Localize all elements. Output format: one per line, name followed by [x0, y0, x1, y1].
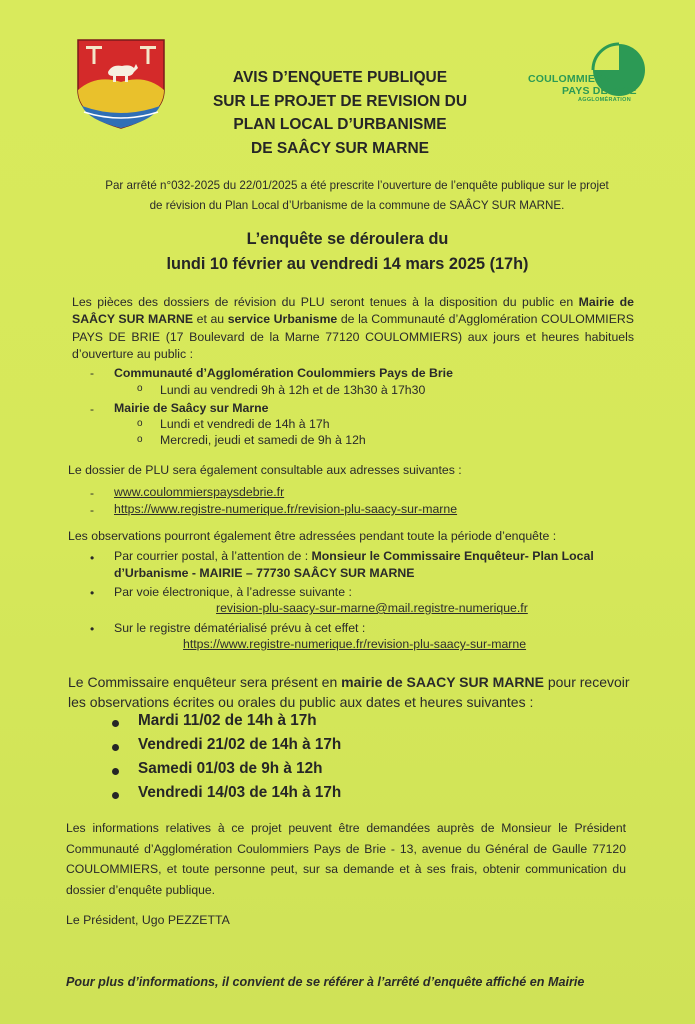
period-line: lundi 10 février au vendredi 14 mars 2025 (17h) — [166, 255, 529, 273]
commissioner-line: les observations écrites ou orales du public aux dates et heures suivantes : — [68, 694, 534, 710]
consultation-text: de la Communauté d’Agglomération COULOMMIERS PAYS DE BRIE (17 Boulevard de la Marne 77120 COULOMMIERS) aux jours et heures habituels d’ouverture au public : — [72, 312, 634, 361]
logo-text-line2: PAYS DE BRIE — [562, 85, 637, 97]
permanence-date: Vendredi 21/02 de 14h à 17h — [138, 736, 342, 753]
title-line: SUR LE PROJET DE REVISION DU — [212, 92, 468, 110]
commissioner-paragraph — [68, 672, 638, 712]
email-item: Par voie électronique, à l’adresse suivante : — [114, 585, 352, 599]
dash-bullet: - — [90, 366, 94, 380]
commissioner-text: Le Commissaire enquêteur sera présent en — [68, 674, 342, 690]
consultation-mairie: Mairie de SAÂCY SUR MARNE — [72, 295, 634, 327]
signature: Le Président, Ugo PEZZETTA — [66, 913, 230, 927]
logo-text-line1: COULOMMIERS — [528, 73, 611, 85]
intro-line: de révision du Plan Local d’Urbanisme de la commune de SAÂCY SUR MARNE. — [149, 199, 565, 212]
info-paragraph: Les informations relatives à ce projet peuvent être demandées auprès de Monsieur le Président Communauté d’Agglomération Coulommiers Pays de Brie - 13, avenue du Général de Gaulle 77120 COULOMMIERS, et toute personne peut, sur sa demande et à ses frais, obtenir communication du dossier d’enquête publique. — [66, 821, 626, 897]
online-paragraph: Le dossier de PLU sera également consultable aux adresses suivantes : — [68, 463, 462, 477]
circle-bullet: o — [137, 434, 143, 445]
intro-line: Par arrêté n°032-2025 du 22/01/2025 a été prescrite l’ouverture de l’enquête publique sur le projet — [105, 179, 609, 192]
date-bullet — [112, 768, 119, 775]
postal-item — [114, 548, 594, 565]
consultation-service: service Urbanisme — [227, 312, 338, 327]
coat-of-arms-logo — [76, 38, 166, 130]
dash-bullet: - — [90, 402, 94, 416]
date-bullet — [112, 744, 119, 751]
digital-registry-link[interactable]: https://www.registre-numerique.fr/revision-plu-saacy-sur-marne — [183, 637, 527, 651]
consultation-text: et au — [193, 312, 228, 327]
notice-title — [190, 66, 490, 160]
date-bullet — [112, 792, 119, 799]
permanence-date: Samedi 01/03 de 9h à 12h — [138, 760, 323, 777]
circle-bullet: o — [137, 383, 143, 394]
bullet-dot: • — [90, 622, 95, 636]
consultation-text: Les pièces des dossiers de révision du PLU seront tenues à la disposition du public en — [72, 295, 579, 309]
logo-text-line3: AGGLOMÉRATION — [578, 97, 631, 103]
period-line: L’enquête se déroulera du — [246, 230, 449, 248]
registry-link[interactable]: https://www.registre-numerique.fr/revision-plu-saacy-sur-marne — [114, 502, 458, 516]
website-link[interactable]: www.coulommierspaysdebrie.fr — [114, 485, 285, 499]
circle-bullet: o — [137, 418, 143, 429]
postal-recipient: Monsieur le Commissaire Enquêteur- Plan Local — [311, 549, 594, 563]
place-mairie: Mairie de Saâcy sur Marne — [114, 401, 269, 415]
consultation-paragraph — [72, 294, 634, 363]
permanence-date: Mardi 11/02 de 14h à 17h — [138, 712, 317, 729]
email-link[interactable]: revision-plu-saacy-sur-marne@mail.registre-numerique.fr — [216, 601, 528, 615]
dash-bullet: - — [90, 486, 94, 500]
footer-note: Pour plus d’informations, il convient de se référer à l’arrêté d’enquête affiché en Mairie — [66, 975, 585, 989]
title-line: AVIS D’ENQUETE PUBLIQUE — [232, 69, 448, 86]
digital-registry-item: Sur le registre dématérialisé prévu à cet effet : — [114, 621, 366, 635]
hours-line: Lundi au vendredi 9h à 12h et de 13h30 à 17h30 — [160, 383, 426, 397]
coulommiers-agglomeration-logo — [526, 42, 651, 104]
place-agglomeration: Communauté d’Agglomération Coulommiers Pays de Brie — [114, 366, 453, 380]
bullet-dot: • — [90, 586, 95, 600]
intro-paragraph — [72, 176, 642, 216]
hours-line: Lundi et vendredi de 14h à 17h — [160, 417, 330, 431]
permanence-date: Vendredi 14/03 de 14h à 17h — [138, 784, 342, 801]
commissioner-line — [68, 672, 638, 692]
bullet-dot: • — [90, 551, 95, 565]
observations-paragraph: Les observations pourront également être adressées pendant toute la période d’enquête : — [68, 529, 557, 543]
commissioner-location: mairie de SAACY SUR MARNE — [341, 674, 544, 690]
title-line: DE SAÂCY SUR MARNE — [251, 139, 429, 157]
postal-address: d’Urbanisme - MAIRIE – 77730 SAÂCY SUR MARNE — [114, 566, 415, 580]
date-bullet — [112, 720, 119, 727]
dash-bullet: - — [90, 503, 94, 517]
title-line: PLAN LOCAL D’URBANISME — [233, 116, 447, 133]
commissioner-text: pour recevoir — [543, 674, 630, 690]
enquiry-period — [120, 227, 575, 277]
postal-text: Par courrier postal, à l’attention de : — [114, 549, 312, 563]
hours-line: Mercredi, jeudi et samedi de 9h à 12h — [160, 433, 366, 447]
